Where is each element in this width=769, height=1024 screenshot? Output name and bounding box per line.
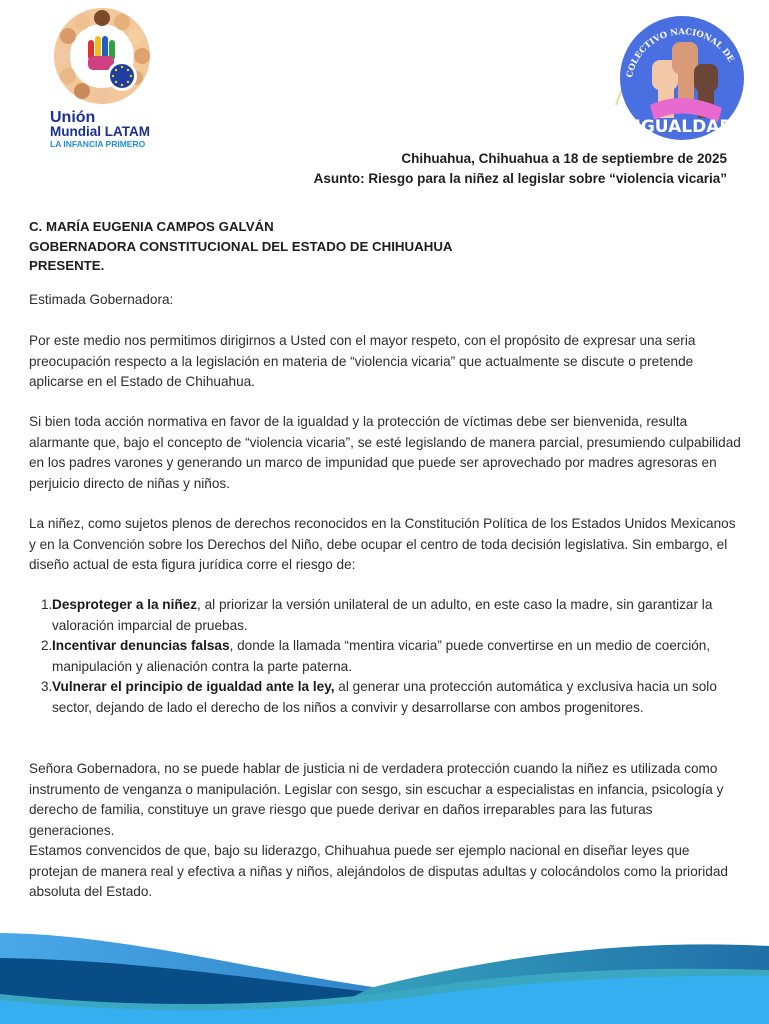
risk-list	[41, 595, 741, 718]
footer-wave-decoration	[0, 920, 769, 1024]
igualdad-banner-text: IGUALDAD	[634, 117, 734, 137]
children-circle-emblem	[52, 6, 152, 110]
list-number: 2.	[41, 638, 53, 653]
recipient-presente: PRESENTE.	[29, 258, 105, 273]
list-item-bold: Vulnerar el principio de igualdad ante la ley,	[52, 679, 335, 694]
list-number: 1.	[41, 597, 53, 612]
colectivo-igualdad-logo	[610, 10, 750, 140]
recipient-block	[29, 217, 453, 276]
union-mundial-latam-logo	[46, 6, 158, 152]
paragraph-4: Señora Gobernadora, no se puede hablar de justicia ni de verdadera protección cuando la niñez es utilizada como instrumento de venganza o manipulación. Legislar con sesgo, sin escuchar a especialistas en infancia, psicología y derecho de familia, constituye un grave riesgo que puede derivar en daños irreparables para las futuras generaciones.	[29, 761, 724, 838]
list-item-text: , donde la llamada “mentira vicaria” puede convertirse en un medio de coerción, manipulación y alienación contra la parte paterna.	[52, 638, 711, 674]
recipient-name: C. MARÍA EUGENIA CAMPOS GALVÁN	[29, 219, 274, 234]
list-number: 3.	[41, 679, 53, 694]
list-item-bold: Incentivar denuncias falsas	[52, 638, 230, 653]
paragraph-5: Estamos convencidos de que, bajo su liderazgo, Chihuahua puede ser ejemplo nacional en diseñar leyes que protejan de manera real y efectiva a niñas y niños, alejándolos de disputas adultas y colocándolos como la prioridad absoluta del Estado.	[29, 843, 728, 899]
list-item	[41, 595, 741, 636]
place-date: Chihuahua, Chihuahua a 18 de septiembre de 2025	[401, 151, 727, 166]
colorful-hand-icon	[88, 36, 115, 70]
list-item-text: , al priorizar la versión unilateral de un adulto, en este caso la madre, sin garantizar la valoración imparcial de pruebas.	[52, 597, 713, 633]
eu-stars-globe-icon	[107, 61, 137, 91]
subject-line: Asunto: Riesgo para la niñez al legislar sobre “violencia vicaria”	[313, 171, 727, 186]
arc-text: COLECTIVO NACIONAL DE	[625, 27, 736, 79]
logo-text-tagline: LA INFANCIA PRIMERO	[50, 139, 146, 149]
logo-text-union: Unión	[50, 109, 96, 126]
list-item-bold: Desproteger a la niñez	[52, 597, 198, 612]
paragraph-3: La niñez, como sujetos plenos de derechos reconocidos en la Constitución Política de los Estados Unidos Mexicanos y en la Convención sobre los Derechos del Niño, debe ocupar el centro de toda decisión legislativa. Sin embargo, el diseño actual de esta figura jurídica corre el riesgo de:	[29, 516, 736, 572]
list-item-text: al generar una protección automática y exclusiva hacia un solo sector, dejando de lado el derecho de los niños a convivir y desarrollarse con ambos progenitores.	[52, 679, 717, 715]
paragraph-2: Si bien toda acción normativa en favor de la igualdad y la protección de víctimas debe ser bienvenida, resulta alarmante que, bajo el concepto de “violencia vicaria”, se esté legislando de manera parcial, presumiendo culpabilidad en los padres varones y generando un marco de impunidad que puede ser aprovechado por madres agresoras en perjuicio directo de niñas y niños.	[29, 414, 741, 491]
letter-header	[314, 149, 727, 189]
paragraph-1: Por este medio nos permitimos dirigirnos a Usted con el mayor respeto, con el propósito de expresar una seria preocupación respecto a la legislación en materia de “violencia vicaria” que actualmente se discute o pretende aplicarse en el Estado de Chihuahua.	[29, 333, 696, 389]
list-item	[41, 636, 741, 677]
fists-emblem	[610, 10, 750, 140]
logo-text-mundial-latam: Mundial LATAM	[50, 124, 150, 139]
list-item	[41, 677, 741, 718]
salutation: Estimada Gobernadora:	[29, 292, 174, 307]
recipient-title: GOBERNADORA CONSTITUCIONAL DEL ESTADO DE CHIHUAHUA	[29, 238, 453, 254]
